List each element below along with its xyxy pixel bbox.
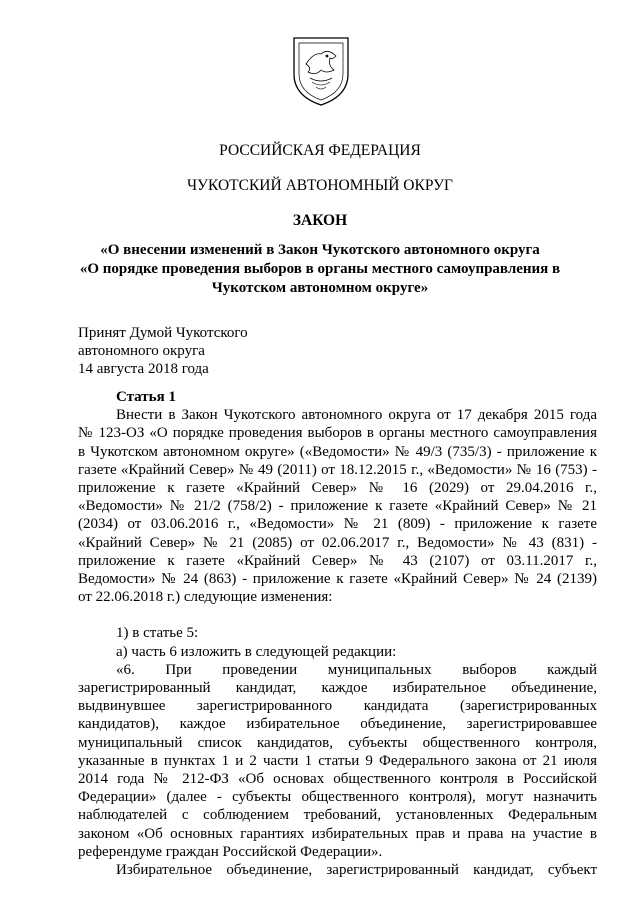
item-a: а) часть 6 изложить в следующей редакции:: [116, 643, 397, 660]
adoption-info: [78, 324, 248, 378]
country-name: РОССИЙСКАЯ ФЕДЕРАЦИЯ: [219, 142, 421, 159]
law-body: [78, 388, 597, 879]
part6-text-line: зарегистрированный кандидат, каждое избирательное объединение,: [78, 680, 597, 697]
article-text-line: № 123-ОЗ «О порядке проведения выборов в органы местного самоуправления: [78, 425, 597, 442]
part6-text-line: Федерации» (далее - субъекты общественного контроля), могут назначить: [78, 789, 597, 806]
paragraph-gap: [78, 606, 597, 624]
article-text-line: Внести в Закон Чукотского автономного округа от 17 декабря 2015 года: [116, 407, 597, 424]
law-title: [70, 241, 570, 298]
region-name: ЧУКОТСКИЙ АВТОНОМНЫЙ ОКРУГ: [186, 177, 454, 194]
law-title-line: «О внесении изменений в Закон Чукотского автономного округа: [100, 242, 540, 258]
part6-text-line: «6. При проведении муниципальных выборов каждый: [116, 661, 597, 678]
article-text-line: (2034) от 03.06.2016 г., «Ведомости» № 21 (809) - приложение к газете: [78, 516, 597, 533]
adoption-line: автономного округа: [78, 343, 205, 359]
article-text-line: «Ведомости» № 21/2 (758/2) - приложение к газете «Крайний Север» № 21: [78, 498, 597, 515]
article-text-line: «Крайний Север» № 21 (2085) от 02.06.2017 г., Ведомости» № 43 (831) -: [78, 534, 597, 551]
part6-text-line: кандидатов), каждое избирательное объединение, зарегистрировавшее: [78, 716, 597, 733]
part6-text-line: референдуме граждан Российской Федерации».: [78, 843, 383, 860]
article-text-line: в Чукотском автономном округе» («Ведомости» № 49/3 (735/3) - приложение к: [78, 443, 597, 460]
law-title-line: Чукотском автономном округе»: [211, 280, 429, 296]
part6-text-line: выдвинувшее зарегистрированного кандидата (зарегистрированных: [78, 698, 597, 715]
article-heading: Статья 1: [116, 389, 176, 405]
article-text-line: газете «Крайний Север» № 49 (2011) от 18.12.2015 г., «Ведомости» № 16 (753) -: [78, 461, 597, 478]
part6-text-line: указанные в пунктах 1 и 2 части 1 статьи 9 Федерального закона от 21 июля: [78, 752, 597, 769]
part6-text-line: законом «Об основных гарантиях избирательных прав и права на участие в: [78, 825, 597, 842]
document-type: ЗАКОН: [292, 212, 348, 229]
final-text-line: Избирательное объединение, зарегистрированный кандидат, субъект: [116, 862, 597, 879]
article-text-line: от 22.06.2018 г.) следующие изменения:: [78, 589, 333, 606]
item-1: 1) в статье 5:: [116, 625, 199, 642]
chukotka-coat-of-arms-icon: [290, 34, 352, 108]
adoption-date: 14 августа 2018 года: [78, 361, 209, 377]
article-text-line: Ведомости» № 24 (863) - приложение к газете «Крайний Север» № 24 (2139): [78, 571, 597, 588]
adoption-line: Принят Думой Чукотского: [78, 325, 248, 341]
law-title-line: «О порядке проведения выборов в органы местного самоуправления в: [79, 261, 561, 277]
part6-text-line: наблюдателей с соблюдением требований, установленных Федеральным: [78, 807, 597, 824]
part6-text-line: 2014 года № 212-ФЗ «Об основах общественного контроля в Российской: [78, 771, 597, 788]
article-text-line: приложение к газете «Крайний Север» № 43 (2107) от 03.11.2017 г.,: [78, 552, 597, 569]
article-text-line: приложение к газете «Крайний Север» № 16 (2029) от 29.04.2016 г.,: [78, 480, 597, 497]
part6-text-line: муниципальный список кандидатов, субъекты общественного контроля,: [78, 734, 597, 751]
